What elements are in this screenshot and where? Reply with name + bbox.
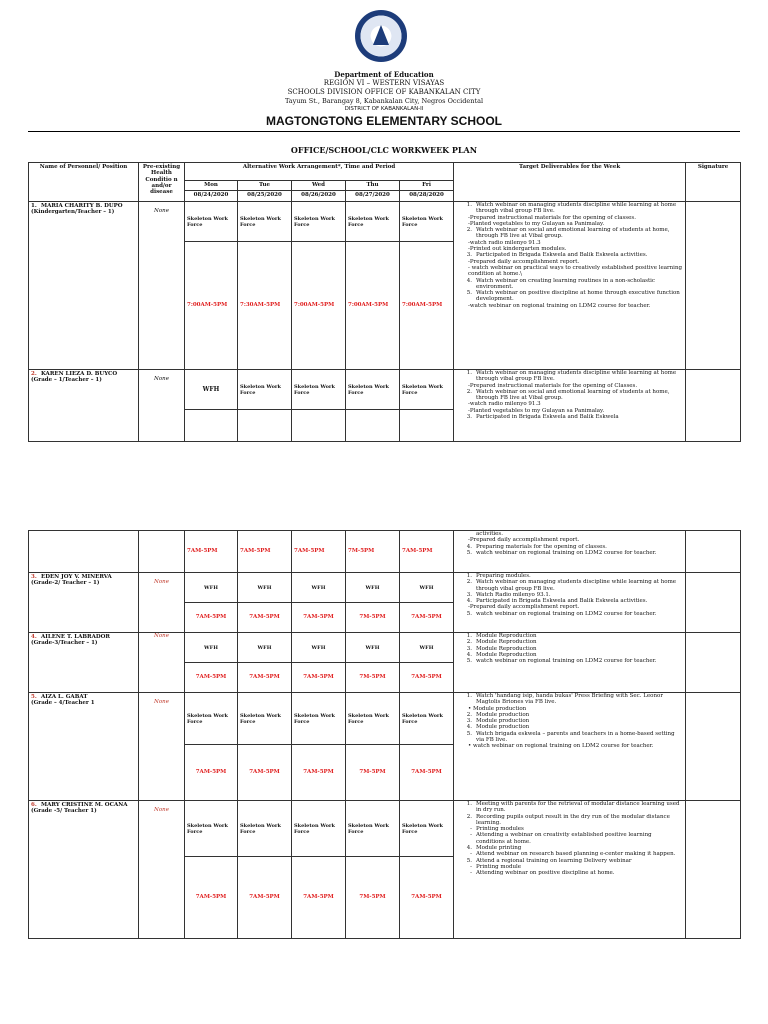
health-condition: None (139, 633, 185, 693)
deliverable-subitem: -Prepared instructional materials for the opening of classes. (468, 214, 636, 221)
plan-title: OFFICE/SCHOOL/CLC WORKWEEK PLAN (290, 145, 478, 155)
deliverable-item (456, 389, 682, 402)
deliverable-number: 2. (466, 639, 472, 646)
deliverables-cell (454, 801, 686, 939)
deliverable-text: Attend a regional training on learning Delivery webinar (476, 857, 632, 864)
deliverable-item (456, 801, 682, 814)
date-header-tue: 08/25/2020 (238, 191, 292, 202)
deliverable-subitem: • watch webinar on regional training on LDM2 course for teacher. (468, 743, 654, 750)
region-name: REGION VI – WESTERN VISAYAS (323, 79, 445, 87)
date-header-thu: 08/27/2020 (346, 191, 400, 202)
work-arrangement: Skeleton Work Force (292, 370, 346, 410)
deliverable-text: Watch webinar on managing students discipline while learning at home through vibal group FB live. (476, 370, 677, 383)
work-time: 7AM-5PM (292, 531, 346, 573)
day-header-fri: Fri (400, 181, 454, 191)
deliverables-cell (454, 633, 686, 693)
work-arrangement: Skeleton Work Force (400, 202, 454, 242)
division-address: Tayum St., Barangay 8, Kabankalan City, Negros Occidental (284, 97, 484, 105)
deped-seal-icon (355, 10, 407, 62)
work-arrangement: WFH (238, 573, 292, 603)
deliverable-number: 1. (466, 801, 472, 807)
table-row (29, 370, 741, 410)
work-time: 7AM-5PM (185, 745, 238, 801)
deliverable-text: Recording pupils output result in the dry run of the modular distance learning. (476, 813, 670, 826)
deliverable-text: Watch 'handang isip, handa bukas' Press Briefing with Sec. Leonor Magtolis Briones via FB live. (476, 693, 663, 706)
health-condition: None (139, 573, 185, 633)
deliverable-text: Participated in Brigada Eskwela and Balik Eskwela activities. (476, 252, 648, 259)
work-time: 7AM-5PM (292, 745, 346, 801)
work-arrangement: Skeleton Work Force (346, 370, 400, 410)
day-header-mon: Mon (185, 181, 238, 191)
signature-cell (686, 801, 741, 939)
work-time: 7AM-5PM (185, 663, 238, 693)
work-arrangement: Skeleton Work Force (185, 202, 238, 242)
workweek-table-page-1 (28, 162, 741, 442)
work-arrangement: Skeleton Work Force (238, 202, 292, 242)
deliverable-text: Attending a webinar on creativity established positive learning conditions at home. (476, 832, 652, 845)
deliverable-number: 5. (466, 857, 472, 864)
work-arrangement: Skeleton Work Force (400, 801, 454, 857)
signature-cell (686, 573, 741, 633)
deliverable-number: 4. (466, 277, 473, 284)
deliverable-text: Meeting with parents for the retrieval of modular distance learning used in dry run. (476, 801, 680, 814)
work-time: 7AM-5PM (292, 603, 346, 633)
deliverables-cell (454, 573, 686, 633)
work-time: 7AM-5PM (238, 745, 292, 801)
deliverable-number: 3. (466, 591, 472, 598)
work-arrangement: WFH (185, 573, 238, 603)
work-arrangement: Skeleton Work Force (346, 693, 400, 745)
work-arrangement: Skeleton Work Force (292, 801, 346, 857)
deliverable-subitem: -Planted vegetables to my Gulayan sa Panimalay. (468, 407, 605, 414)
deliverable-number: 5. (466, 549, 472, 556)
personnel-position: (Grade – 4/Teacher 1 (31, 700, 95, 707)
deliverable-number: 3. (466, 252, 473, 259)
health-condition: None (139, 370, 185, 442)
work-arrangement: WFH (346, 573, 400, 603)
deliverable-text: Attend webinar on research based planning e-center making it happen. (476, 851, 676, 858)
deliverable-text: Module production (476, 711, 530, 718)
work-time: 7M-5PM (346, 857, 400, 939)
deliverable-number: 5. (466, 610, 472, 617)
deliverable-number: 2. (466, 579, 472, 586)
deliverable-text: Preparing materials for the opening of classes. (476, 543, 607, 550)
deliverable-text: Module Reproduction (476, 645, 537, 652)
deliverable-number: 4. (466, 845, 472, 852)
work-arrangement: Skeleton Work Force (238, 801, 292, 857)
deliverable-number: 1. (466, 573, 472, 579)
day-header-thu: Thu (346, 181, 400, 191)
deliverable-text: Printing module (476, 863, 522, 870)
header-divider (28, 131, 740, 132)
deliverable-item (456, 832, 682, 845)
personnel-position: (Kindergarten/Teacher – 1) (31, 209, 115, 216)
deliverable-subitem: -watch radio milenyo 91.3 (468, 239, 541, 246)
deliverable-subitem: -Printed out kindergarten modules. (468, 246, 567, 253)
personnel-cell: 5. AIZA L. GABAT (Grade – 4/Teacher 1 (29, 693, 139, 801)
deliverable-item (456, 611, 682, 617)
deliverable-subitem: • Module production (468, 705, 527, 712)
table-row (29, 693, 741, 745)
deliverable-number: 4. (466, 598, 472, 605)
deliverable-text: Preparing modules. (476, 573, 531, 579)
deliverable-text: watch webinar on regional training on LDM2 course for teacher. (476, 658, 657, 665)
deliverable-number: - (470, 851, 472, 858)
work-time: 7AM-5PM (185, 531, 238, 573)
deliverable-number: 2. (466, 813, 472, 820)
work-time: 7AM-5PM (238, 531, 292, 573)
deliverable-number: 3. (466, 414, 473, 421)
deliverable-item (456, 693, 682, 706)
personnel-cell: 3. EDEN JOY V. MINERVA (Grade-2/ Teacher – 1) (29, 573, 139, 633)
deliverable-number: 3. (466, 718, 472, 725)
day-header-tue: Tue (238, 181, 292, 191)
personnel-cell: 6. MARY CRISTINE M. OCANA (Grade -5/ Teacher 1) (29, 801, 139, 939)
deliverable-text: watch webinar on regional training on LDM2 course for teacher. (476, 549, 657, 556)
deliverable-number: - (470, 863, 472, 870)
work-arrangement: Skeleton Work Force (185, 693, 238, 745)
col-header-signature: Signature (686, 163, 741, 202)
personnel-position: (Grade-3/Teacher – 1) (31, 640, 98, 647)
work-arrangement: WFH (400, 573, 454, 603)
personnel-position: (Grade-2/ Teacher – 1) (31, 580, 100, 587)
deliverable-number: 1. (466, 633, 472, 639)
deliverable-item (456, 370, 682, 383)
deliverable-text: Watch webinar on managing students discipline while learning at home through vibal group FB live. (476, 202, 677, 215)
work-time: 7AM-5PM (185, 603, 238, 633)
personnel-name: MARY CRISTINE M. OCANA (41, 802, 128, 808)
col-header-name: Name of Personnel/ Position (29, 163, 139, 202)
col-header-deliverables: Target Deliverables for the Week (454, 163, 686, 202)
work-time: 7:00AM-5PM (400, 242, 454, 370)
deliverable-text: Module printing (476, 845, 522, 852)
table-row (29, 531, 741, 573)
work-time: 7M-5PM (346, 663, 400, 693)
deliverable-item (456, 870, 682, 876)
date-header-mon: 08/24/2020 (185, 191, 238, 202)
school-name: MAGTONGTONG ELEMENTARY SCHOOL (265, 114, 502, 128)
work-time: 7AM-5PM (292, 663, 346, 693)
work-time: 7:00AM-5PM (185, 242, 238, 370)
deliverable-text: watch webinar on regional training on LDM2 course for teacher. (476, 610, 657, 617)
deliverable-number: 2. (466, 388, 473, 395)
deliverable-text: Participated in Brigada Eskwela and Balik Eskwela (476, 414, 619, 421)
work-time: 7AM-5PM (238, 663, 292, 693)
deliverable-text: Module Reproduction (476, 633, 537, 639)
deliverable-text: Watch webinar on social and emotional learning of students at home, through FB live at Vibal group. (476, 227, 670, 240)
health-condition: None (139, 202, 185, 370)
work-arrangement: WFH (185, 633, 238, 663)
work-time: 7AM-5PM (238, 857, 292, 939)
work-arrangement: Skeleton Work Force (238, 693, 292, 745)
deliverable-number: 5. (466, 730, 472, 737)
table-row (29, 573, 741, 603)
col-header-awa: Alternative Work Arrangement*, Time and Period (185, 163, 454, 181)
table-row (29, 202, 741, 242)
deliverable-item (456, 814, 682, 827)
deliverable-number: 3. (466, 645, 472, 652)
deliverable-number: 4. (466, 651, 472, 658)
document-page-1 (0, 0, 768, 470)
work-arrangement: Skeleton Work Force (346, 801, 400, 857)
work-arrangement: WFH (400, 633, 454, 663)
deliverable-text: Watch webinar on creating learning routines in a non-scholastic environment. (476, 277, 656, 290)
deliverable-item (456, 290, 682, 303)
deliverable-item (456, 414, 682, 420)
deliverable-text: Watch webinar on positive discipline at home through executive function development. (476, 290, 680, 303)
deliverable-item (456, 579, 682, 592)
deliverable-item (456, 227, 682, 240)
deliverable-text: Watch webinar on managing students discipline while learning at home through vibal group FB live. (476, 579, 677, 592)
deliverable-item (456, 202, 682, 215)
department-name: Department of Education (334, 70, 434, 79)
deliverable-number: 1. (466, 370, 473, 376)
deliverable-item (456, 550, 682, 556)
work-arrangement: WFH (292, 633, 346, 663)
deliverable-number: - (470, 826, 472, 833)
deliverables-cell (454, 531, 686, 573)
work-arrangement: WFH (346, 633, 400, 663)
work-time: 7AM-5PM (400, 745, 454, 801)
deliverable-item (456, 731, 682, 744)
work-arrangement: WFH (238, 633, 292, 663)
signature-cell (686, 531, 741, 573)
deliverable-text: Printing modules (476, 826, 524, 833)
deliverable-number: 2. (466, 711, 472, 718)
work-time: 7:30AM-5PM (238, 242, 292, 370)
work-arrangement: Skeleton Work Force (185, 801, 238, 857)
work-time: 7AM-5PM (400, 531, 454, 573)
health-condition: None (139, 693, 185, 801)
deliverable-number: 1. (466, 202, 473, 208)
deliverable-number: 2. (466, 227, 473, 234)
deliverable-subitem: -Prepared instructional materials for the opening of Classes. (468, 382, 638, 389)
deliverable-subitem: -Prepared daily accomplishment report. (468, 537, 580, 544)
deliverable-item (456, 658, 682, 664)
signature-cell (686, 693, 741, 801)
table-row (29, 801, 741, 857)
signature-cell (686, 370, 741, 442)
deliverable-subitem: -watch webinar on regional training on LDM2 course for teacher. (468, 302, 651, 309)
work-time: 7AM-5PM (238, 603, 292, 633)
work-arrangement: Skeleton Work Force (238, 370, 292, 410)
deliverable-subitem: -Planted vegetables to my Gulayan sa Panimalay. (468, 220, 605, 227)
work-time: 7M-5PM (346, 603, 400, 633)
work-arrangement: Skeleton Work Force (292, 202, 346, 242)
deliverable-text: Watch Radio milenyo 93.1. (476, 591, 551, 598)
deliverables-cell (454, 693, 686, 801)
work-time: 7AM-5PM (400, 857, 454, 939)
deliverable-item (456, 278, 682, 291)
deliverable-text: Watch webinar on social and emotional learning of students at home, through FB live at Vibal group. (476, 388, 670, 402)
division-name: SCHOOLS DIVISION OFFICE OF KABANKALAN CITY (287, 88, 481, 96)
work-time: 7AM-5PM (185, 857, 238, 939)
deliverable-text: Module Reproduction (476, 639, 537, 646)
work-time: 7AM-5PM (292, 857, 346, 939)
deliverable-text: Module production (476, 718, 530, 725)
deliverable-subitem: - watch webinar on practical ways to creatively established positive learning condition at home.\ (468, 264, 683, 278)
work-time: 7:00AM-5PM (292, 242, 346, 370)
deliverables-cell (454, 202, 686, 370)
date-header-wed: 08/26/2020 (292, 191, 346, 202)
personnel-name: EDEN JOY V. MINERVA (41, 574, 112, 580)
deliverables-cell (454, 370, 686, 442)
deliverable-number: - (470, 870, 472, 877)
work-time: 7M-5PM (346, 745, 400, 801)
personnel-name: KAREN LIEZA D. BUYCO (41, 371, 118, 377)
document-page-2 (0, 530, 768, 1024)
workweek-table-page-2 (28, 530, 741, 939)
work-time: 7:00AM-5PM (346, 242, 400, 370)
deliverable-text: Participated in Brigada Eskwela and Balik Eskwela activities. (476, 598, 648, 605)
work-arrangement: WFH (185, 370, 238, 410)
deliverable-number: 1. (466, 693, 472, 699)
deliverable-subitem: -Prepared daily accomplishment report. (468, 604, 580, 611)
personnel-name: AIZA L. GABAT (41, 694, 88, 700)
date-header-fri: 08/28/2020 (400, 191, 454, 202)
work-arrangement: Skeleton Work Force (346, 202, 400, 242)
deliverable-number: 5. (466, 290, 473, 297)
signature-cell (686, 633, 741, 693)
deliverable-subitem: -Prepared daily accomplishment report. (468, 258, 580, 265)
work-arrangement: Skeleton Work Force (400, 693, 454, 745)
personnel-cell: 1. MARIA CHARITY B. DUPO (Kindergarten/Teacher – 1) (29, 202, 139, 370)
personnel-name: AILENE T. LABRADOR (41, 634, 110, 640)
work-time: 7AM-5PM (400, 603, 454, 633)
deliverable-number: - (470, 832, 472, 839)
deliverable-text: Module Reproduction (476, 651, 537, 658)
deliverable-text: activities. (476, 531, 503, 537)
personnel-cell: 2. KAREN LIEZA D. BUYCO (Grade – 1/Teacher – 1) (29, 370, 139, 442)
district-name: DISTRICT OF KABANKALAN-II (344, 106, 424, 112)
deliverable-text: Watch brigada eskwela – parents and teachers in a home-based setting via FB live. (476, 730, 675, 744)
work-arrangement: WFH (292, 573, 346, 603)
signature-cell (686, 202, 741, 370)
deliverable-number: 4. (466, 543, 472, 550)
work-arrangement: Skeleton Work Force (292, 693, 346, 745)
work-time: 7AM-5PM (400, 663, 454, 693)
deliverable-number: 5. (466, 658, 472, 665)
deliverable-text: Attending webinar on positive discipline at home. (476, 870, 615, 877)
work-arrangement: Skeleton Work Force (400, 370, 454, 410)
health-condition: None (139, 801, 185, 939)
deliverable-text: Module production (476, 724, 530, 731)
day-header-wed: Wed (292, 181, 346, 191)
deliverable-number: 4. (466, 724, 472, 731)
deliverable-subitem: -watch radio milenyo 91.3 (468, 401, 541, 408)
personnel-cell: 4. AILENE T. LABRADOR (Grade-3/Teacher – 1) (29, 633, 139, 693)
personnel-name: MARIA CHARITY B. DUPO (41, 203, 123, 209)
col-header-health: Pre-existing Health Conditio n and/or disease (139, 163, 185, 202)
personnel-position: (Grade – 1/Teacher – 1) (31, 377, 102, 384)
table-row (29, 633, 741, 663)
work-time: 7M-5PM (346, 531, 400, 573)
personnel-position: (Grade -5/ Teacher 1) (31, 808, 97, 815)
